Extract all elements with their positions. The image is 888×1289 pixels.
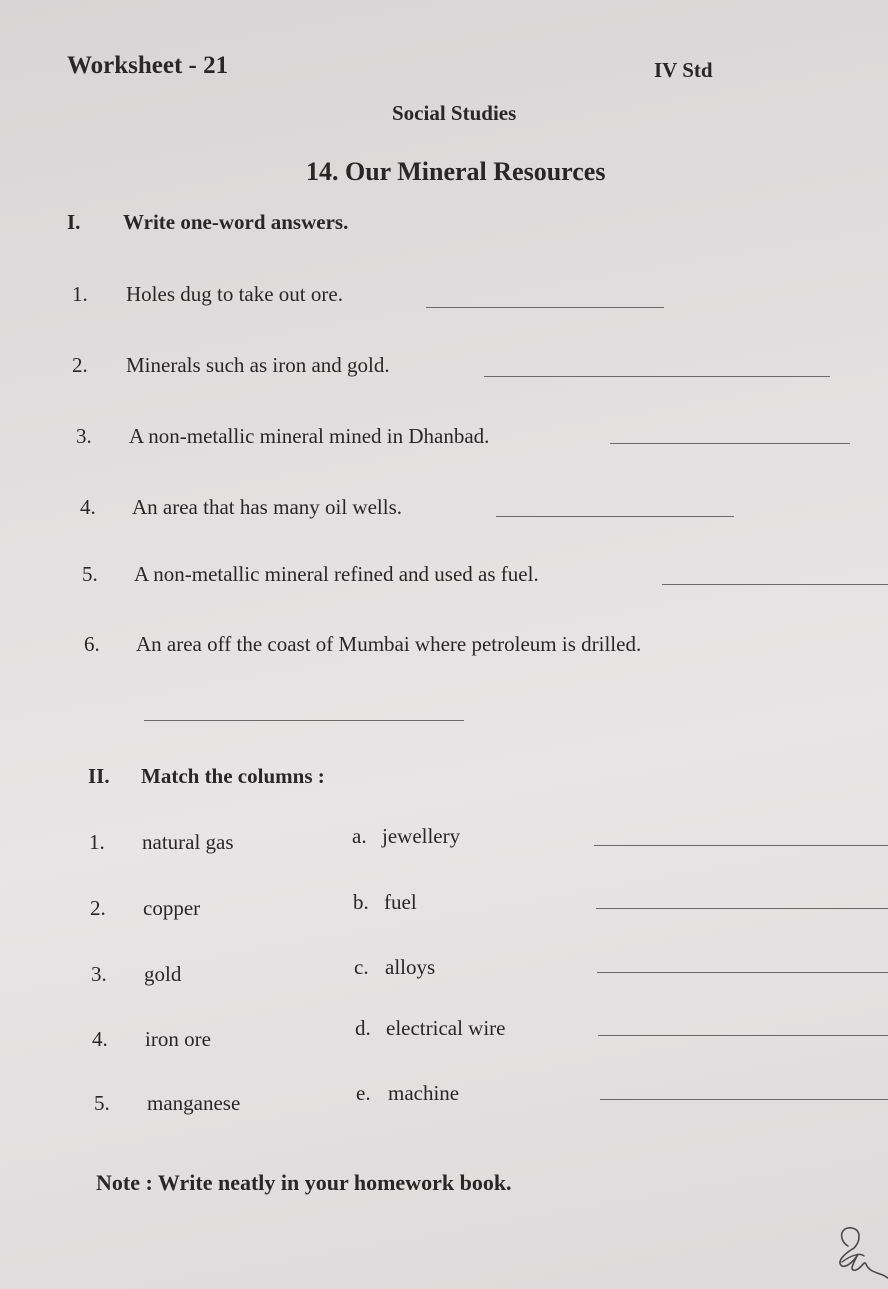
- match-right-d-letter: d.: [355, 1016, 371, 1040]
- section-2-number: II.: [88, 764, 110, 788]
- question-5-text: A non-metallic mineral refined and used as fuel.: [134, 562, 539, 586]
- worksheet-title: Worksheet - 21: [67, 52, 229, 79]
- match-2-answer-blank[interactable]: [596, 908, 888, 909]
- match-right-c-letter: c.: [354, 955, 369, 979]
- question-4-text: An area that has many oil wells.: [132, 495, 403, 519]
- match-right-b-item: fuel: [384, 890, 417, 914]
- section-1-instruction: Write one-word answers.: [123, 210, 349, 234]
- match-right-b-letter: b.: [353, 890, 369, 914]
- question-1-answer-blank[interactable]: [426, 307, 664, 308]
- section-1-number: I.: [67, 210, 81, 234]
- question-3-text: A non-metallic mineral mined in Dhanbad.: [129, 424, 490, 448]
- match-left-4-item: iron ore: [145, 1027, 211, 1051]
- match-4-answer-blank[interactable]: [598, 1035, 888, 1036]
- grade-label: IV Std: [654, 58, 713, 82]
- match-left-4-number: 4.: [92, 1027, 108, 1051]
- match-left-5-item: manganese: [147, 1091, 241, 1115]
- subject-heading: Social Studies: [392, 101, 517, 125]
- question-2-text: Minerals such as iron and gold.: [126, 353, 390, 377]
- question-6-number: 6.: [84, 632, 100, 656]
- footer-note: Note : Write neatly in your homework book.: [96, 1170, 512, 1195]
- match-right-c-item: alloys: [385, 955, 436, 979]
- question-5-answer-blank[interactable]: [662, 584, 888, 585]
- question-1-number: 1.: [72, 282, 88, 306]
- match-left-2-number: 2.: [90, 896, 106, 920]
- question-4-answer-blank[interactable]: [496, 516, 734, 517]
- match-right-a-item: jewellery: [382, 824, 461, 848]
- question-3-number: 3.: [76, 424, 92, 448]
- match-right-e-letter: e.: [356, 1081, 371, 1105]
- section-2-instruction: Match the columns :: [141, 764, 325, 788]
- question-4-number: 4.: [80, 495, 96, 519]
- signature-icon: [830, 1222, 888, 1282]
- match-left-5-number: 5.: [94, 1091, 110, 1115]
- match-3-answer-blank[interactable]: [597, 972, 888, 973]
- question-2-number: 2.: [72, 353, 88, 377]
- match-left-1-item: natural gas: [142, 830, 234, 854]
- question-3-answer-blank[interactable]: [610, 443, 850, 444]
- match-1-answer-blank[interactable]: [594, 845, 888, 846]
- match-right-d-item: electrical wire: [386, 1016, 506, 1040]
- match-left-3-item: gold: [144, 962, 182, 986]
- match-right-a-letter: a.: [352, 824, 367, 848]
- match-left-3-number: 3.: [91, 962, 107, 986]
- match-5-answer-blank[interactable]: [600, 1099, 888, 1100]
- match-left-1-number: 1.: [89, 830, 105, 854]
- question-5-number: 5.: [82, 562, 98, 586]
- question-2-answer-blank[interactable]: [484, 376, 830, 377]
- question-6-text: An area off the coast of Mumbai where petroleum is drilled.: [136, 632, 642, 656]
- question-6-answer-blank[interactable]: [144, 720, 464, 721]
- chapter-title: 14. Our Mineral Resources: [306, 157, 606, 186]
- match-right-e-item: machine: [388, 1081, 460, 1105]
- question-1-text: Holes dug to take out ore.: [126, 282, 343, 306]
- match-left-2-item: copper: [143, 896, 201, 920]
